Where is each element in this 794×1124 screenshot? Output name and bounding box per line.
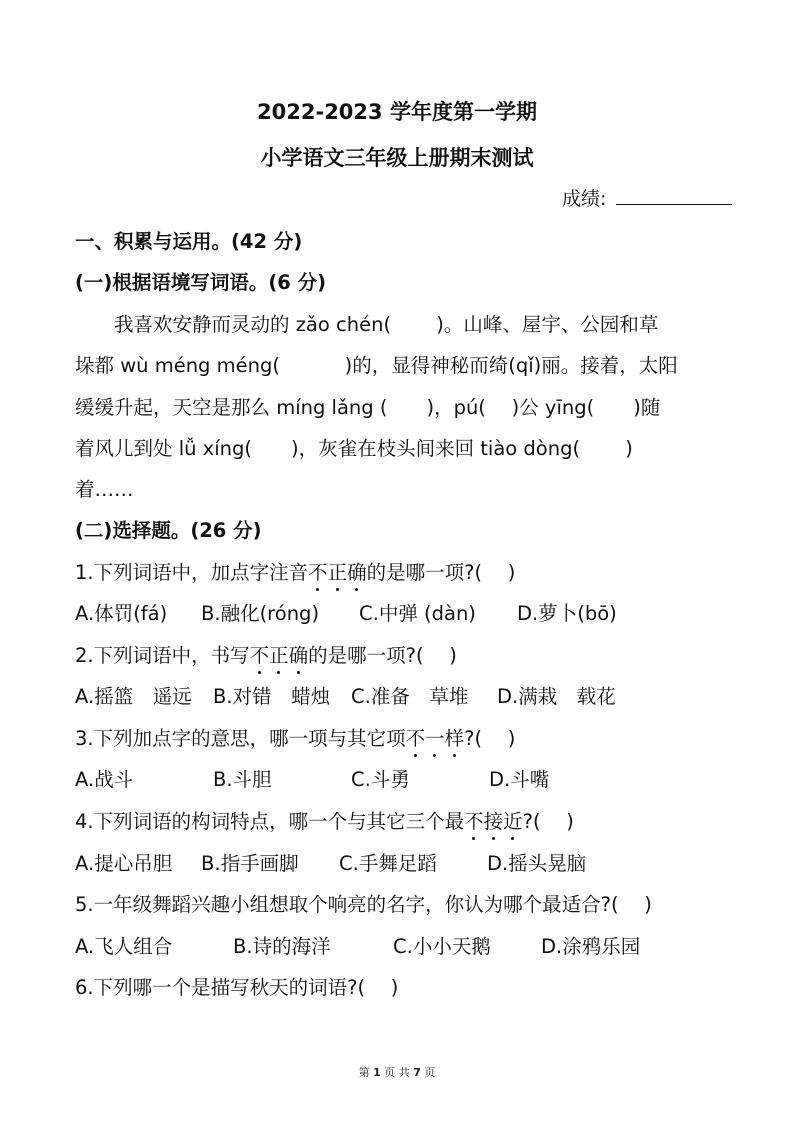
score-label: 成绩: bbox=[562, 188, 607, 210]
option-a[interactable]: A.提心吊胆 bbox=[75, 852, 173, 875]
question-6-stem: 6.下列哪一个是描写秋天的词语?( ) bbox=[75, 976, 399, 999]
question-5-options bbox=[75, 931, 725, 959]
passage-line: 着风儿到处 lǚ xíng( )，灰雀在枝头间来回 tiào dòng( ) bbox=[75, 437, 633, 460]
dotted-char: 接 bbox=[484, 806, 504, 834]
option-a[interactable]: A.战斗 bbox=[75, 768, 134, 791]
option-d[interactable]: D.摇头晃脑 bbox=[487, 852, 587, 875]
option-d[interactable]: D.涂鸦乐园 bbox=[541, 935, 641, 958]
emphasis-dotted bbox=[308, 561, 367, 584]
part-1-heading: (一)根据语境写词语。(6 分) bbox=[75, 271, 327, 294]
part-2-heading: (二)选择题。(26 分) bbox=[75, 519, 262, 542]
exam-title-year: 2022-2023 学年度第一学期 bbox=[257, 100, 537, 124]
score-field bbox=[562, 184, 732, 211]
option-b[interactable]: B.斗胆 bbox=[213, 768, 272, 791]
passage-line: 着…… bbox=[75, 478, 134, 501]
option-b[interactable]: B.诗的海洋 bbox=[233, 935, 331, 958]
question-2-options bbox=[75, 681, 725, 709]
current-page-number: 1 bbox=[373, 1066, 381, 1079]
total-page-number: 7 bbox=[413, 1066, 421, 1079]
option-c[interactable]: C.中弹 (dàn) bbox=[359, 602, 476, 625]
emphasis-dotted bbox=[406, 727, 465, 750]
option-a[interactable]: A.体罚(fá) bbox=[75, 602, 168, 625]
passage-line: 垛都 wù méng méng( )的，显得神秘而绮(qǐ)丽。接着，太阳 bbox=[75, 354, 678, 377]
option-d[interactable]: D.斗嘴 bbox=[489, 768, 550, 791]
dotted-char: 样 bbox=[445, 723, 465, 751]
section-1-heading: 一、积累与运用。(42 分) bbox=[75, 230, 303, 253]
question-5-stem: 5.一年级舞蹈兴趣小组想取个响亮的名字，你认为哪个最适合?( ) bbox=[75, 893, 652, 916]
dotted-char: 正 bbox=[269, 640, 289, 668]
option-c[interactable]: C.斗勇 bbox=[351, 768, 410, 791]
option-c[interactable]: C.小小天鹅 bbox=[393, 935, 491, 958]
passage-line: 我喜欢安静而灵动的 zǎo chén( )。山峰、屋宇、公园和草 bbox=[75, 313, 659, 336]
dotted-char: 不 bbox=[464, 806, 484, 834]
question-1-options bbox=[75, 598, 725, 626]
dotted-char: 不 bbox=[250, 640, 270, 668]
question-3-stem: 3.下列加点字的意思，哪一项与其它项不一样?( ) bbox=[75, 723, 725, 751]
dotted-char: 确 bbox=[289, 640, 309, 668]
question-4-options bbox=[75, 848, 725, 876]
option-a[interactable]: A.飞人组合 bbox=[75, 935, 173, 958]
option-c[interactable]: C.准备 草堆 bbox=[351, 685, 469, 708]
dotted-char: 不 bbox=[308, 557, 328, 585]
dotted-char: 确 bbox=[347, 557, 367, 585]
emphasis-dotted bbox=[250, 644, 309, 667]
dotted-char: 不 bbox=[406, 723, 426, 751]
dotted-char: 近 bbox=[503, 806, 523, 834]
emphasis-dotted bbox=[464, 810, 523, 833]
question-1-stem: 1.下列词语中，加点字注音不正确的是哪一项?( ) bbox=[75, 557, 725, 585]
option-b[interactable]: B.指手画脚 bbox=[201, 852, 299, 875]
passage-line: 缓缓升起，天空是那么 míng lǎng ( )，pú( )公 yīng( )随 bbox=[75, 396, 661, 419]
question-4-stem: 4.下列词语的构词特点，哪一个与其它三个最不接近?( ) bbox=[75, 806, 725, 834]
exam-title-subject: 小学语文三年级上册期末测试 bbox=[260, 146, 534, 170]
option-d[interactable]: D.萝卜(bō) bbox=[517, 602, 617, 625]
dotted-char: 正 bbox=[328, 557, 348, 585]
page-footer: 第 1 页 共 7 页 bbox=[358, 1066, 436, 1079]
dotted-char: 一 bbox=[425, 723, 445, 751]
question-3-options bbox=[75, 764, 725, 792]
option-c[interactable]: C.手舞足蹈 bbox=[339, 852, 437, 875]
score-blank[interactable] bbox=[616, 186, 732, 205]
option-b[interactable]: B.融化(róng) bbox=[201, 602, 320, 625]
option-a[interactable]: A.摇篮 遥远 bbox=[75, 685, 192, 708]
option-d[interactable]: D.满栽 载花 bbox=[497, 685, 616, 708]
question-2-stem: 2.下列词语中，书写不正确的是哪一项?( ) bbox=[75, 640, 725, 668]
option-b[interactable]: B.对错 蜡烛 bbox=[213, 685, 331, 708]
